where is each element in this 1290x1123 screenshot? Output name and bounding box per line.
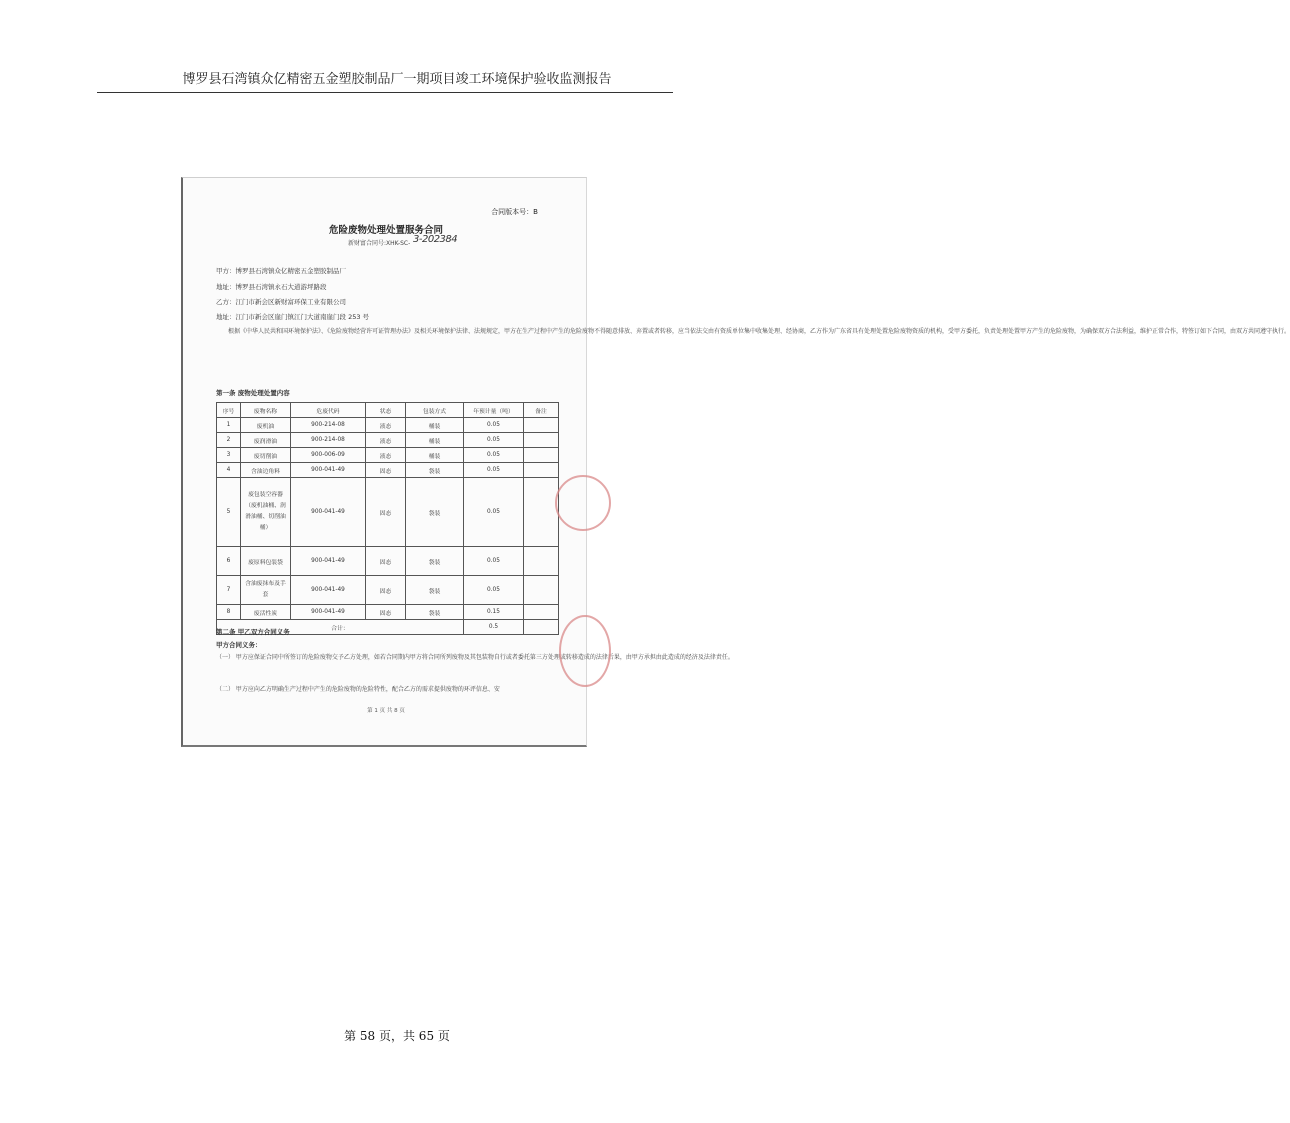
column-header: 危废代码 bbox=[291, 403, 366, 418]
table-row bbox=[217, 433, 559, 448]
table-cell: 液态 bbox=[366, 418, 406, 433]
table-cell: 0.05 bbox=[464, 418, 524, 433]
table-cell bbox=[524, 448, 559, 463]
column-header: 包装方式 bbox=[406, 403, 464, 418]
table-cell bbox=[524, 463, 559, 478]
table-cell: 2 bbox=[217, 433, 241, 448]
table-row bbox=[217, 478, 559, 547]
address-b: 地址：江门市新会区崖门镇江门大道南崖门段 253 号 bbox=[216, 313, 370, 321]
column-header: 状态 bbox=[366, 403, 406, 418]
total-value: 0.5 bbox=[464, 620, 524, 635]
contract-number-label: 新财富合同号:XHK-SC- bbox=[348, 240, 411, 247]
contract-version: 合同版本号：B bbox=[491, 208, 538, 216]
table-cell: 900-041-49 bbox=[291, 478, 366, 547]
table-cell: 900-041-49 bbox=[291, 547, 366, 576]
table-cell: 7 bbox=[217, 576, 241, 605]
table-cell: 含油废抹布及手套 bbox=[241, 576, 291, 605]
table-cell: 0.05 bbox=[464, 433, 524, 448]
column-header: 备注 bbox=[524, 403, 559, 418]
duty-1-paragraph: （一） 甲方应保证合同中所签订的危险废物交予乙方处理，如若合同期内甲方将合同所列废物及其包装物自行或者委托第三方处理或转移造成的法律后果，由甲方承担由此造成的经济及法律责任。 bbox=[216, 654, 734, 661]
table-cell: 900-041-49 bbox=[291, 605, 366, 620]
table-cell: 液态 bbox=[366, 448, 406, 463]
table-cell: 0.05 bbox=[464, 478, 524, 547]
red-seal-stamp bbox=[555, 475, 611, 531]
table-row bbox=[217, 547, 559, 576]
table-cell: 桶装 bbox=[406, 448, 464, 463]
table-cell: 废润滑油 bbox=[241, 433, 291, 448]
table-cell bbox=[524, 478, 559, 547]
preamble-paragraph: 根据《中华人民共和国环境保护法》、《危险废物经营许可证管理办法》及相关环境保护法律、法规规定，甲方在生产过程中产生的危险废物不得随意排放、弃置或者转移，应当依法交由有资质单位集中收集处理、经协商，乙方作为广东省具有处理处置危险废物资质的机构，受甲方委托，负责处理处置甲方产生的危险废物，为确保双方合法利益，维护正常合作，特签订如下合同，由双方共同遵守执行。 bbox=[228, 328, 1290, 335]
table-cell: 0.05 bbox=[464, 463, 524, 478]
table-cell: 废活性炭 bbox=[241, 605, 291, 620]
column-header: 序号 bbox=[217, 403, 241, 418]
waste-table bbox=[216, 402, 559, 635]
table-cell: 900-214-08 bbox=[291, 418, 366, 433]
table-cell: 900-041-49 bbox=[291, 463, 366, 478]
table-cell: 袋装 bbox=[406, 463, 464, 478]
table-header-row bbox=[217, 403, 559, 418]
table-cell bbox=[524, 620, 559, 635]
table-cell bbox=[524, 433, 559, 448]
article-1-heading: 第一条 废物处理处置内容 bbox=[216, 389, 290, 397]
table-row bbox=[217, 418, 559, 433]
table-cell: 液态 bbox=[366, 433, 406, 448]
table-cell: 900-214-08 bbox=[291, 433, 366, 448]
column-header: 废物名称 bbox=[241, 403, 291, 418]
table-cell: 固态 bbox=[366, 576, 406, 605]
table-cell: 6 bbox=[217, 547, 241, 576]
table-cell: 5 bbox=[217, 478, 241, 547]
table-cell: 1 bbox=[217, 418, 241, 433]
table-cell: 900-006-09 bbox=[291, 448, 366, 463]
table-cell: 8 bbox=[217, 605, 241, 620]
table-cell bbox=[524, 605, 559, 620]
table-cell: 含油边角料 bbox=[241, 463, 291, 478]
page-footer: 第 58 页，共 65 页 bbox=[344, 1029, 450, 1043]
table-row bbox=[217, 448, 559, 463]
contract-number-handwritten: 3-202384 bbox=[413, 234, 458, 245]
table-cell: 袋装 bbox=[406, 478, 464, 547]
table-cell bbox=[524, 418, 559, 433]
table-cell: 袋装 bbox=[406, 547, 464, 576]
table-cell: 固态 bbox=[366, 478, 406, 547]
table-cell bbox=[524, 576, 559, 605]
article-2-heading: 第二条 甲乙双方合同义务 bbox=[216, 628, 290, 636]
address-a: 地址：博罗县石湾镇永石大道游坪路段 bbox=[216, 283, 327, 291]
party-a: 甲方：博罗县石湾镇众亿精密五金塑胶制品厂 bbox=[216, 267, 346, 275]
table-row bbox=[217, 463, 559, 478]
table-cell: 固态 bbox=[366, 547, 406, 576]
table-cell: 废包装空容器（废机油桶、润滑油桶、切削油桶） bbox=[241, 478, 291, 547]
column-header: 年预计量（吨） bbox=[464, 403, 524, 418]
table-cell bbox=[524, 547, 559, 576]
table-row bbox=[217, 605, 559, 620]
table-cell: 袋装 bbox=[406, 576, 464, 605]
duty-2-paragraph: （二） 甲方应向乙方明确生产过程中产生的危险废物的危险特性，配合乙方的需求提供废物的环评信息、安 bbox=[216, 686, 500, 693]
total-label: 合计： bbox=[217, 620, 464, 635]
table-cell: 固态 bbox=[366, 463, 406, 478]
table-cell: 0.05 bbox=[464, 448, 524, 463]
table-cell: 废切削油 bbox=[241, 448, 291, 463]
table-cell: 900-041-49 bbox=[291, 576, 366, 605]
table-cell: 0.05 bbox=[464, 576, 524, 605]
table-cell: 0.05 bbox=[464, 547, 524, 576]
scanned-contract-page bbox=[181, 177, 1290, 747]
scan-page-number: 第 1 页 共 8 页 bbox=[367, 708, 405, 714]
table-cell: 废原料包装袋 bbox=[241, 547, 291, 576]
table-cell: 袋装 bbox=[406, 605, 464, 620]
table-cell: 桶装 bbox=[406, 433, 464, 448]
red-seal-stamp bbox=[559, 615, 611, 687]
table-cell: 3 bbox=[217, 448, 241, 463]
table-cell: 0.15 bbox=[464, 605, 524, 620]
table-cell: 固态 bbox=[366, 605, 406, 620]
header-rule bbox=[97, 92, 673, 93]
table-cell: 桶装 bbox=[406, 418, 464, 433]
party-a-duties-heading: 甲方合同义务： bbox=[216, 641, 262, 649]
table-cell: 4 bbox=[217, 463, 241, 478]
party-b: 乙方：江门市新会区新财富环保工业有限公司 bbox=[216, 298, 346, 306]
report-header: 博罗县石湾镇众亿精密五金塑胶制品厂一期项目竣工环境保护验收监测报告 bbox=[182, 72, 612, 87]
table-row bbox=[217, 576, 559, 605]
table-cell: 废机油 bbox=[241, 418, 291, 433]
contract-title: 危险废物处理处置服务合同 bbox=[328, 225, 443, 236]
